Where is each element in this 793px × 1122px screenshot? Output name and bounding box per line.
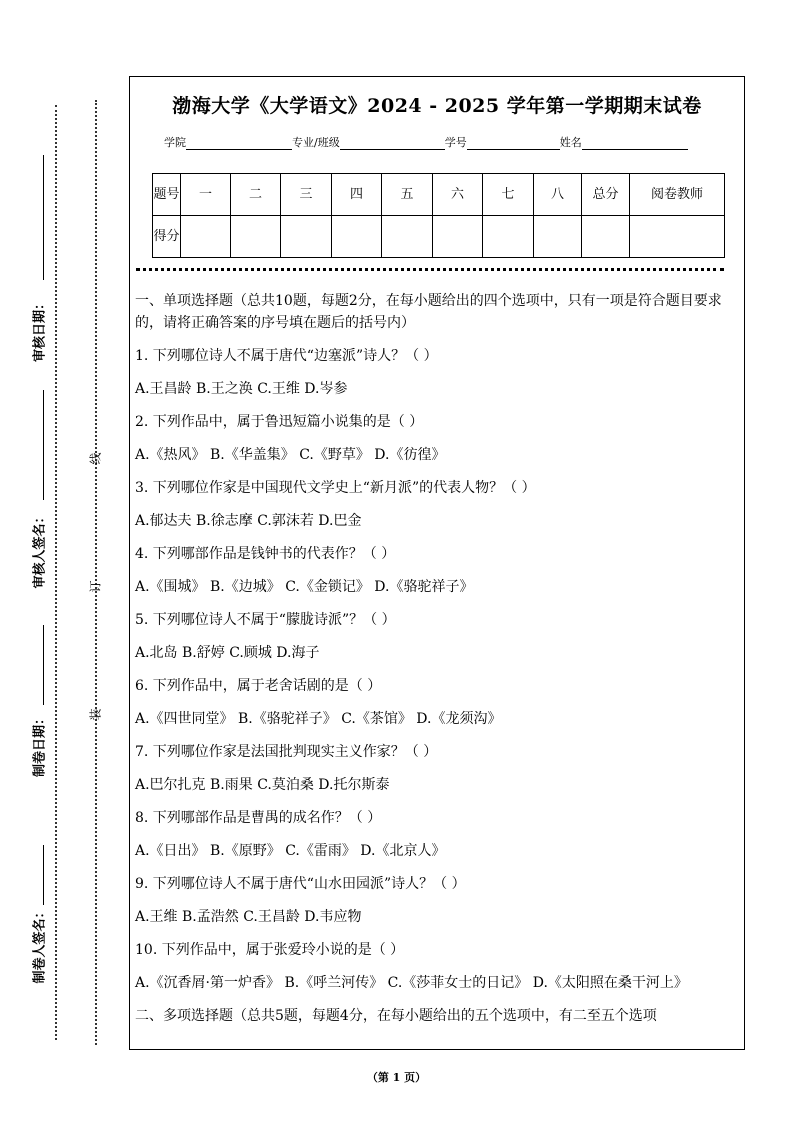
- question-number-label: 题号: [153, 174, 181, 216]
- section2-instruction: 二、多项选择题（总共5题，每题4分，在每小题给出的五个选项中，有二至五个选项: [135, 1008, 657, 1024]
- score-col-4: 四: [332, 174, 382, 216]
- college-label: 学院: [164, 136, 186, 149]
- question-10: 10. 下列作品中，属于张爱玲小说的是（ ）: [135, 942, 405, 958]
- question-2: 2. 下列作品中，属于鲁迅短篇小说集的是（ ）: [135, 414, 424, 430]
- question-8: 8. 下列哪部作品是曹禺的成名作？（ ）: [135, 810, 382, 826]
- question-7-options: A.巴尔扎克 B.雨果 C.莫泊桑 D.托尔斯泰: [135, 777, 390, 793]
- review-signature-line[interactable]: [43, 390, 44, 500]
- binding-char-line: 线: [88, 452, 103, 465]
- question-6-options: A.《四世同堂》 B.《骆驼祥子》 C.《茶馆》 D.《龙须沟》: [135, 711, 502, 727]
- score-col-6: 六: [433, 174, 483, 216]
- binding-dotted-line-left: [55, 105, 57, 1040]
- question-10-options: A.《沉香屑·第一炉香》 B.《呼兰河传》 C.《莎菲女士的日记》 D.《太阳照在桑干河上》: [135, 975, 688, 991]
- section1-instruction: 一、单项选择题（总共10题，每题2分，在每小题给出的四个选项中，只有一项是符合题目要求的，请将正确答案的序号填在题后的括号内）: [135, 293, 722, 331]
- score-table-header-row: [153, 174, 725, 216]
- major-class-field[interactable]: [340, 137, 445, 150]
- make-signature-line[interactable]: [43, 845, 44, 905]
- score-cell[interactable]: [181, 216, 231, 258]
- score-col-7: 七: [483, 174, 534, 216]
- college-field[interactable]: [186, 137, 292, 150]
- score-cell[interactable]: [382, 216, 433, 258]
- review-date-label: 审核日期：: [32, 297, 48, 363]
- student-info-row: [164, 134, 688, 150]
- score-cell-total[interactable]: [582, 216, 630, 258]
- question-9: 9. 下列哪位诗人不属于唐代“山水田园派”诗人？（ ）: [135, 876, 466, 892]
- score-cell[interactable]: [534, 216, 582, 258]
- score-table-score-row: [153, 216, 725, 258]
- question-5-options: A.北岛 B.舒婷 C.顾城 D.海子: [135, 645, 320, 661]
- score-cell[interactable]: [281, 216, 332, 258]
- score-col-1: 一: [181, 174, 231, 216]
- question-9-options: A.王维 B.孟浩然 C.王昌龄 D.韦应物: [135, 909, 362, 925]
- score-col-total: 总分: [582, 174, 630, 216]
- question-2-options: A.《热风》 B.《华盖集》 C.《野草》 D.《彷徨》: [135, 447, 446, 463]
- review-date-line[interactable]: [43, 155, 44, 280]
- score-row-label: 得分: [153, 216, 181, 258]
- exam-paper-frame: [129, 76, 745, 1050]
- question-3-options: A.郁达夫 B.徐志摩 C.郭沫若 D.巴金: [135, 513, 362, 529]
- student-id-field[interactable]: [467, 137, 560, 150]
- question-6: 6. 下列作品中，属于老舍话剧的是（ ）: [135, 678, 382, 694]
- score-col-8: 八: [534, 174, 582, 216]
- score-table: [152, 173, 725, 258]
- question-1: 1. 下列哪位诗人不属于唐代“边塞派”诗人？（ ）: [135, 348, 438, 364]
- score-cell[interactable]: [332, 216, 382, 258]
- score-col-2: 二: [231, 174, 281, 216]
- make-signature-label: 制卷人签名：: [32, 905, 48, 984]
- student-id-label: 学号: [444, 136, 467, 149]
- question-8-options: A.《日出》 B.《原野》 C.《雷雨》 D.《北京人》: [135, 843, 446, 859]
- question-1-options: A.王昌龄 B.王之涣 C.王维 D.岑参: [135, 381, 348, 397]
- score-cell[interactable]: [483, 216, 534, 258]
- name-label: 姓名: [559, 136, 582, 149]
- question-3: 3. 下列哪位作家是中国现代文学史上“新月派”的代表人物？（ ）: [135, 480, 536, 496]
- question-4: 4. 下列哪部作品是钱钟书的代表作？（ ）: [135, 546, 396, 562]
- score-cell[interactable]: [231, 216, 281, 258]
- reviewer-label: 阅卷教师: [630, 174, 725, 216]
- exam-title: 渤海大学《大学语文》2024 - 2025 学年第一学期期末试卷: [172, 95, 702, 117]
- score-cell[interactable]: [433, 216, 483, 258]
- binding-dotted-line-right: [95, 100, 97, 1045]
- binding-char-ding: 订: [88, 580, 103, 593]
- make-date-label: 制卷日期：: [32, 712, 48, 778]
- question-4-options: A.《围城》 B.《边城》 C.《金锁记》 D.《骆驼祥子》: [135, 579, 474, 595]
- review-signature-label: 审核人签名：: [32, 510, 48, 589]
- question-7: 7. 下列哪位作家是法国批判现实主义作家？（ ）: [135, 744, 438, 760]
- make-date-line[interactable]: [43, 625, 44, 705]
- name-field[interactable]: [582, 137, 688, 150]
- question-5: 5. 下列哪位诗人不属于“朦胧诗派”？（ ）: [135, 612, 396, 628]
- major-label: 专业/班级: [292, 136, 340, 149]
- score-col-5: 五: [382, 174, 433, 216]
- score-col-3: 三: [281, 174, 332, 216]
- dotted-separator: [136, 268, 724, 271]
- page-number: （第 1 页）: [366, 1071, 427, 1084]
- exam-content: [135, 290, 738, 1027]
- reviewer-cell[interactable]: [630, 216, 725, 258]
- binding-char-zhuang: 装: [88, 708, 103, 721]
